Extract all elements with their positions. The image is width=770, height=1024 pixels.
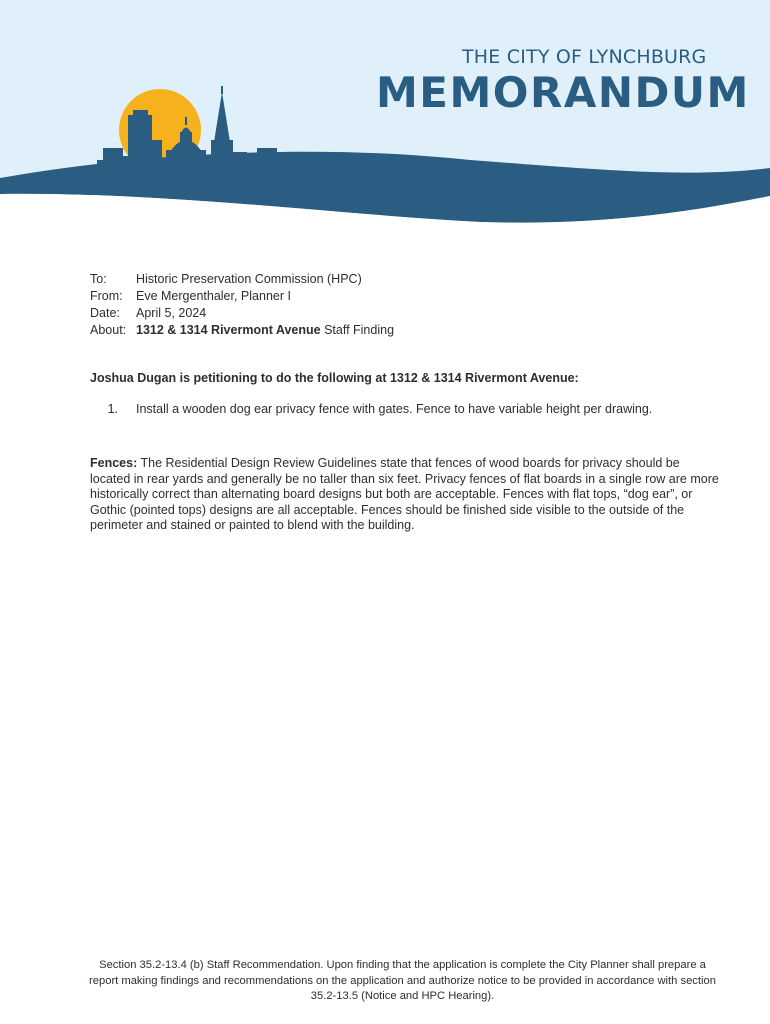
- fences-paragraph: [90, 456, 720, 534]
- list-item: [90, 402, 652, 416]
- date-value: April 5, 2024: [136, 306, 207, 320]
- memo-meta: [90, 271, 394, 339]
- request-list: [90, 402, 652, 416]
- from-value: Eve Mergenthaler, Planner I: [136, 289, 291, 303]
- meta-to: [90, 271, 394, 288]
- petition-heading: Joshua Dugan is petitioning to do the following at 1312 & 1314 Rivermont Avenue:: [90, 371, 579, 385]
- to-label: To:: [90, 272, 107, 286]
- meta-from: [90, 288, 394, 305]
- fences-text: The Residential Design Review Guidelines state that fences of wood boards for privacy should be located in rear yards and generally be no taller than six feet. Privacy fences of flat boards in a single row are more historically correct than alternating board designs but both are acceptable. Fences with flat tops, “dog ear”, or Gothic (pointed tops) designs are all acceptable. Fences should be finished side visible to the outside of the perimeter and stained or painted to blend with the building.: [90, 456, 719, 533]
- list-item-number: 1.: [107, 402, 118, 416]
- meta-date: [90, 305, 394, 322]
- date-label: Date:: [90, 306, 120, 320]
- memo-title: MEMORANDUM: [376, 68, 750, 117]
- list-item-text: Install a wooden dog ear privacy fence with gates. Fence to have variable height per drawing.: [136, 402, 653, 416]
- to-value: Historic Preservation Commission (HPC): [136, 272, 362, 286]
- city-name: THE CITY OF LYNCHBURG: [462, 46, 707, 68]
- about-value: [136, 322, 394, 339]
- footer-note: Section 35.2-13.4 (b) Staff Recommendation. Upon finding that the application is complete the City Planner shall prepare a report making findings and recommendations on the application and authorize notice to be provided in accordance with section 35.2-13.5 (Notice and HPC Hearing).: [89, 959, 716, 1003]
- fences-label: Fences:: [90, 456, 138, 470]
- about-label: About:: [90, 323, 127, 337]
- from-label: From:: [90, 289, 123, 303]
- meta-about: [90, 322, 394, 339]
- about-subject: Staff Finding: [324, 323, 395, 337]
- about-address: 1312 & 1314 Rivermont Avenue: [136, 323, 321, 337]
